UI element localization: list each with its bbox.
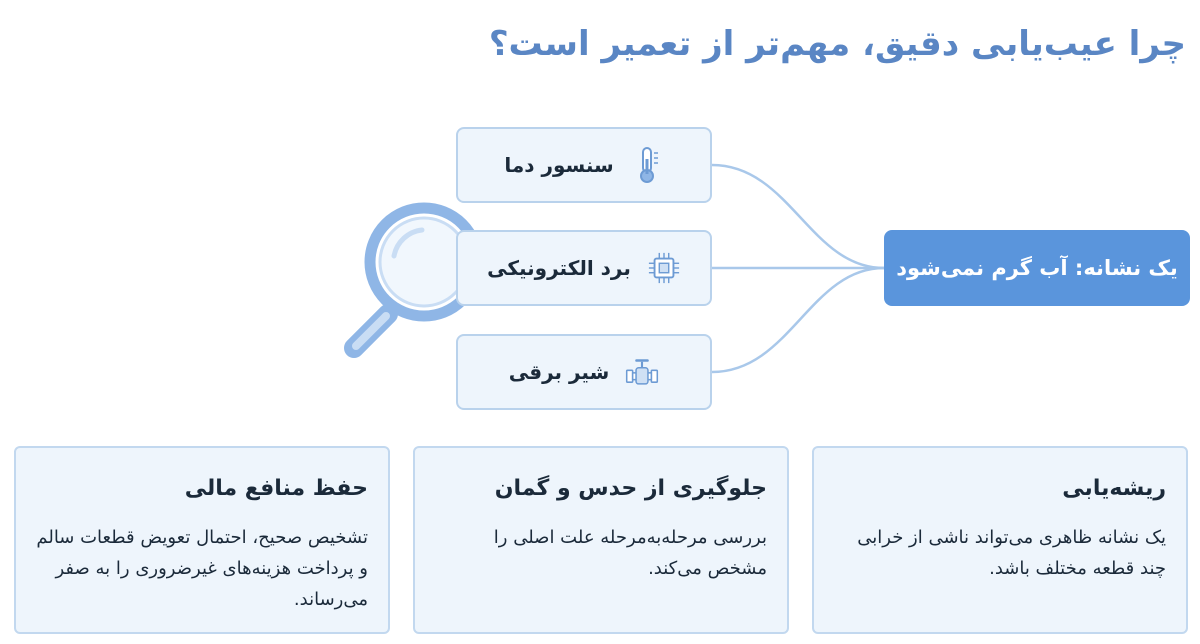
info-card	[413, 446, 789, 634]
card-body: تشخیص صحیح، احتمال تعویض قطعات سالم و پرداخت هزینه‌های غیرضروری را به صفر می‌رساند.	[36, 527, 368, 610]
card-body: بررسی مرحله‌به‌مرحله علت اصلی را مشخص می‌کند.	[493, 527, 767, 579]
card-body: یک نشانه ظاهری می‌تواند ناشی از خرابی چند قطعه مختلف باشد.	[857, 527, 1166, 579]
card-title: جلوگیری از حدس و گمان	[494, 476, 767, 501]
connector-to-valve	[712, 268, 884, 372]
info-card	[812, 446, 1188, 634]
card-title: ریشه‌یابی	[1062, 476, 1166, 501]
valve-icon	[625, 352, 659, 392]
symptom-label: یک نشانه: آب گرم نمی‌شود	[896, 256, 1178, 280]
card-title: حفظ منافع مالی	[184, 476, 368, 501]
connector-to-thermometer	[712, 165, 884, 268]
chip-icon	[647, 248, 681, 288]
cause-valve	[456, 334, 712, 410]
page-title: چرا عیب‌یابی دقیق، مهم‌تر از تعمیر است؟	[488, 24, 1186, 64]
cause-thermometer	[456, 127, 712, 203]
cause-label: برد الکترونیکی	[487, 256, 631, 280]
cause-label: شیر برقی	[508, 360, 610, 384]
cause-label: سنسور دما	[504, 153, 614, 177]
symptom-box	[884, 230, 1190, 306]
thermometer-icon	[630, 145, 664, 185]
info-card	[14, 446, 390, 634]
cause-board	[456, 230, 712, 306]
